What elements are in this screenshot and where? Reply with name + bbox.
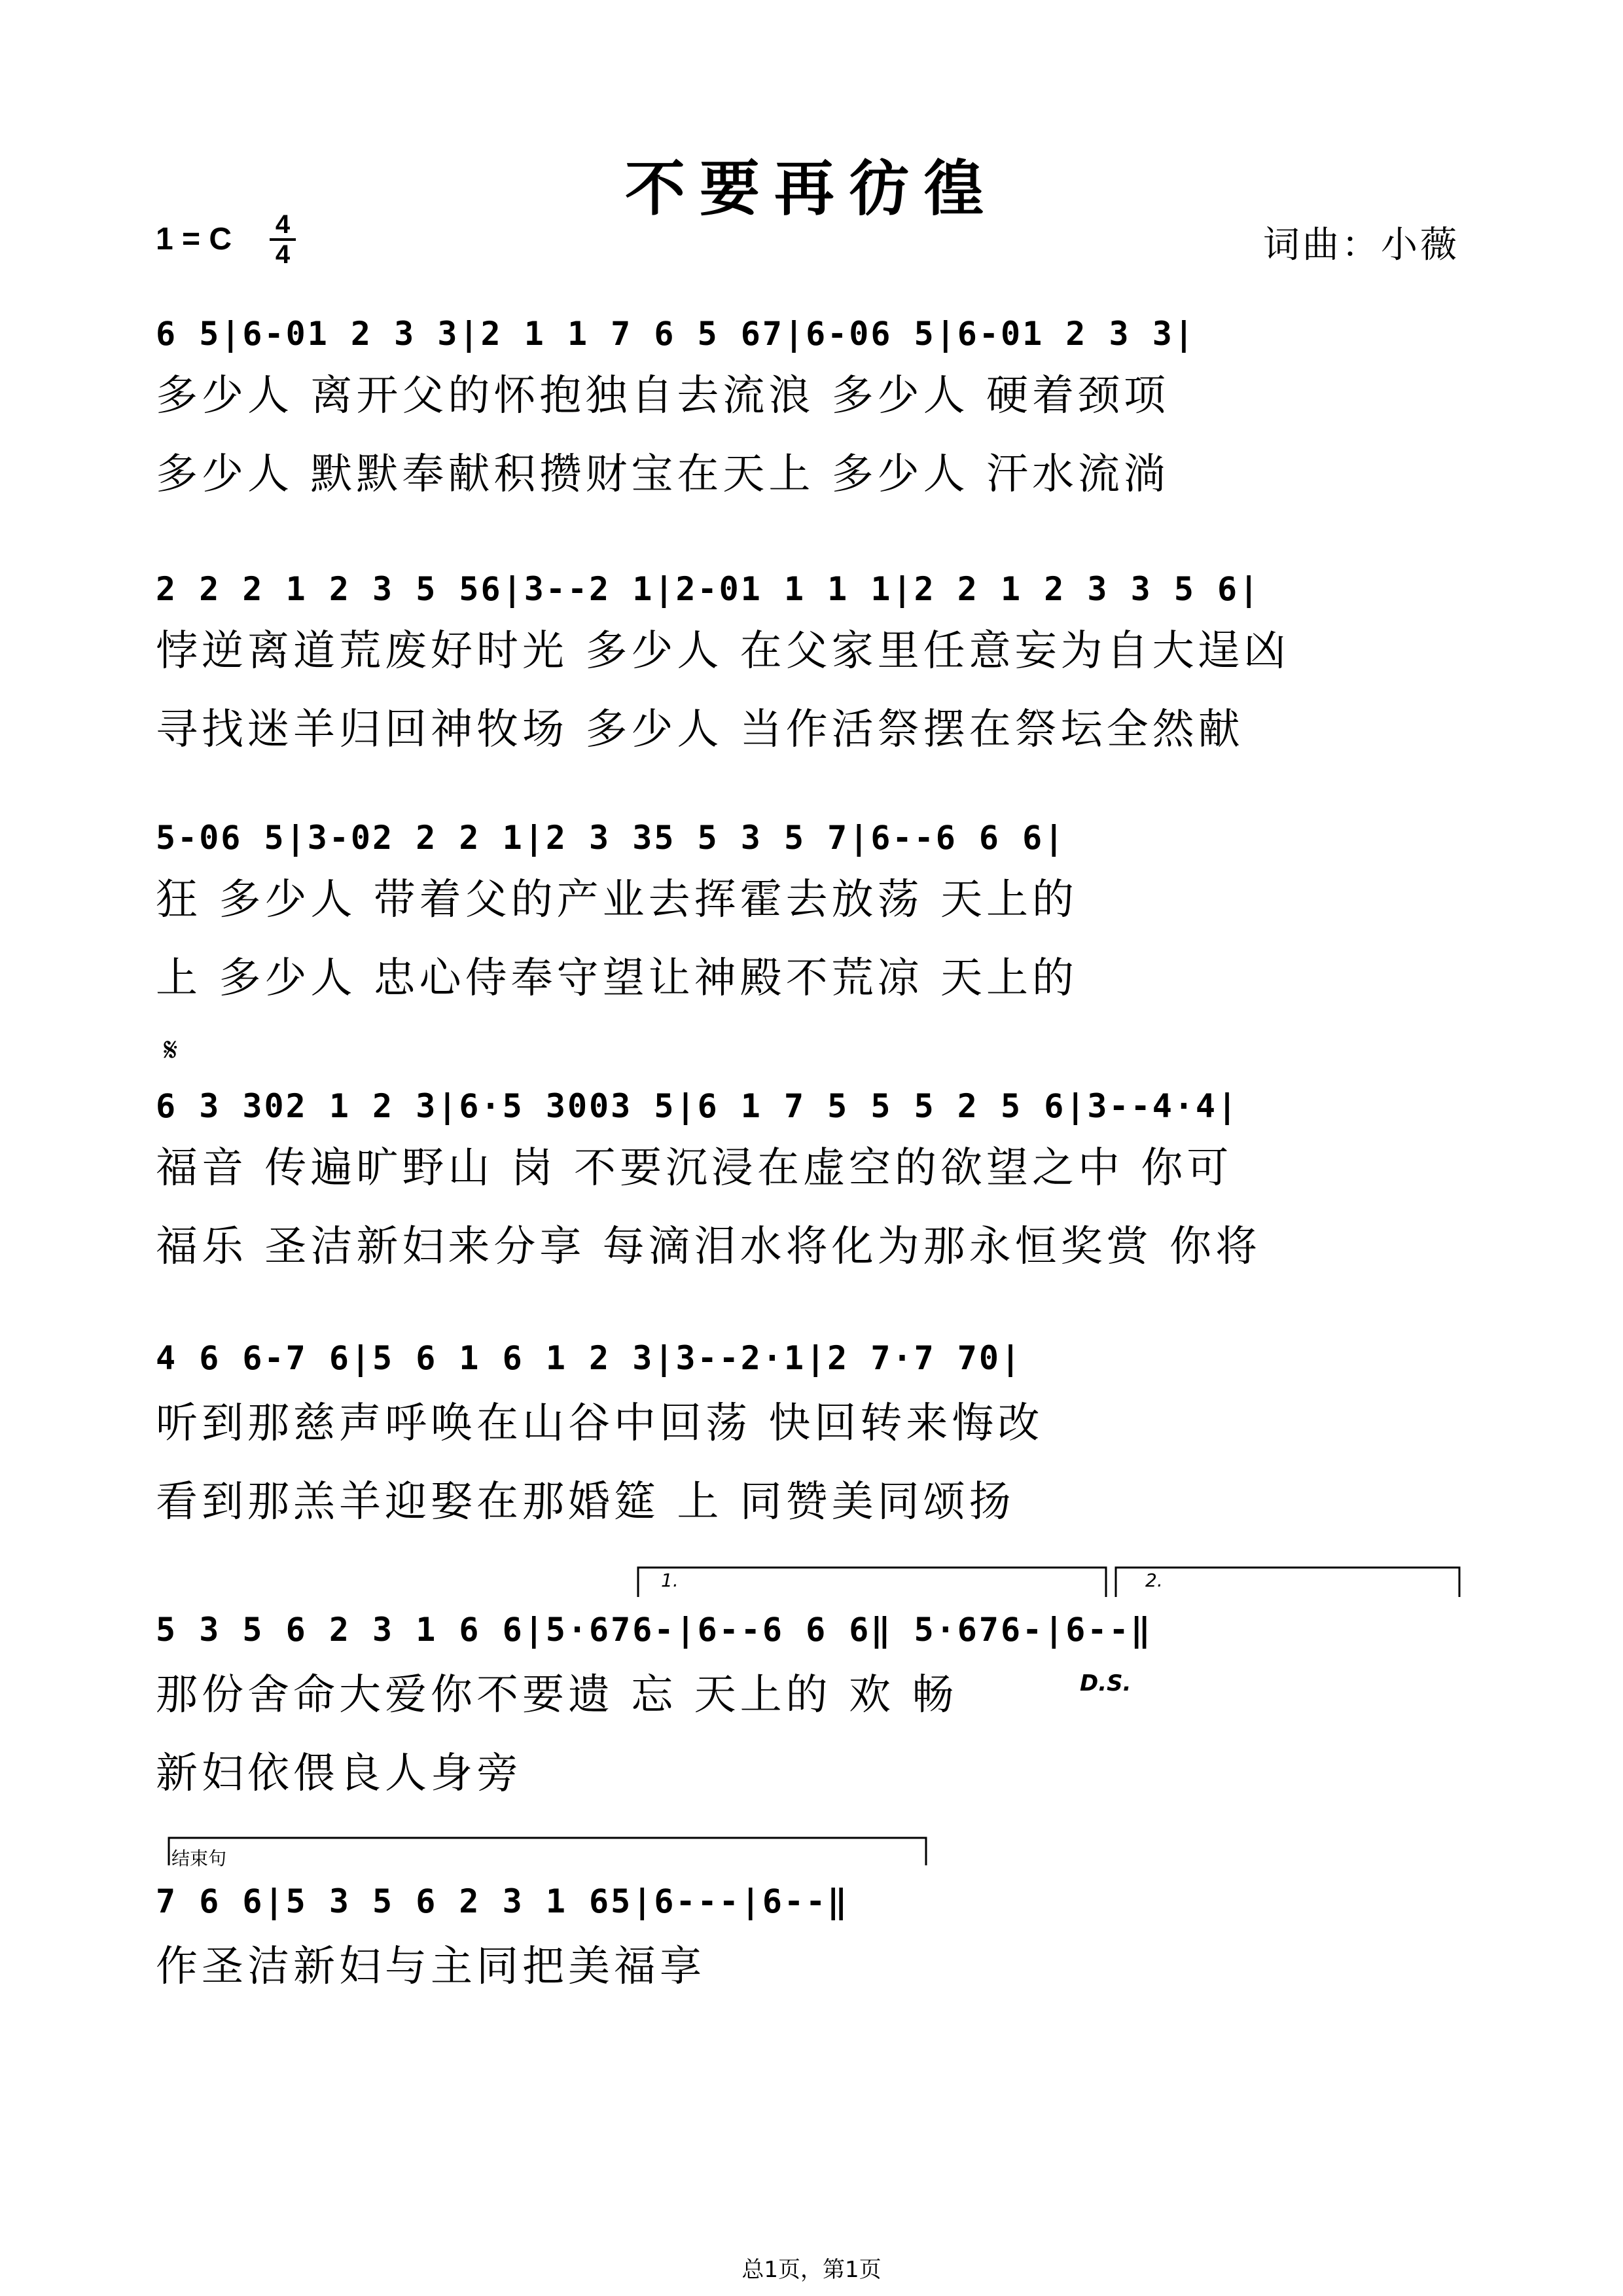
lyric-line-1-verse-1: 多少人 离开父的怀抱独自去流浪 多少人 硬着颈项 (156, 372, 1170, 420)
lyric-line-5-verse-1: 听到那慈声呼唤在山谷中回荡 快回转来悔改 (156, 1399, 1044, 1448)
lyric-line-5-verse-2: 看到那羔羊迎娶在那婚筵 上 同赞美同颂扬 (156, 1478, 1015, 1526)
song-title: 不要再彷徨 (624, 154, 998, 224)
second-ending-bracket (1116, 1568, 1459, 1597)
page-footer: 总1页，第1页 (741, 2257, 882, 2283)
segno-sign: 𝄋 (164, 1031, 178, 1069)
first-ending-label: 1. (661, 1570, 679, 1591)
notation-line-3: 5-06 5|3-02 2 2 1|2 3 35 5 3 5 7|6--6 6 6| (156, 819, 1066, 857)
notation-line-6: 5 3 5 6 2 3 1 6 6|5·676-|6--6 6 6‖ 5·676-|6--‖ (156, 1611, 1152, 1649)
coda-label: 结束句 (171, 1848, 227, 1869)
lyric-line-3-verse-1: 狂 多少人 带着父的产业去挥霍去放荡 天上的 (156, 876, 1079, 924)
meter-bottom: 4 (275, 240, 291, 269)
lyric-line-7-verse-1: 作圣洁新妇与主同把美福享 (156, 1943, 705, 1991)
key-signature: 1 = C (156, 222, 232, 257)
lyric-line-2-verse-2: 寻找迷羊归回神牧场 多少人 当作活祭摆在祭坛全然献 (156, 706, 1244, 754)
lyricist-composer-credit: 词曲：小薇 (1263, 224, 1459, 266)
coda-bracket (169, 1838, 926, 1865)
first-ending-bracket (638, 1568, 1106, 1597)
lyric-line-3-verse-2: 上 多少人 忠心侍奉守望让神殿不荒凉 天上的 (156, 954, 1079, 1003)
notation-line-2: 2 2 2 1 2 3 5 56|3--2 1|2-01 1 1 1|2 2 1 2 3 3 5 6| (156, 570, 1261, 608)
meter-top: 4 (275, 210, 291, 239)
notation-line-5: 4 6 6-7 6|5 6 1 6 1 2 3|3--2·1|2 7·7 70| (156, 1339, 1023, 1377)
dal-segno-mark: D.S. (1080, 1670, 1132, 1696)
notation-line-4: 6 3 302 1 2 3|6·5 3003 5|6 1 7 5 5 5 2 5 6|3--4·4| (156, 1087, 1240, 1125)
lyric-line-4-verse-1: 福音 传遍旷野山 岗 不要沉浸在虚空的欲望之中 你可 (156, 1144, 1233, 1193)
lyric-line-1-verse-2: 多少人 默默奉献积攒财宝在天上 多少人 汗水流淌 (156, 450, 1170, 499)
notation-line-1: 6 5|6-01 2 3 3|2 1 1 7 6 5 67|6-06 5|6-01 2 3 3| (156, 315, 1196, 353)
lyric-line-4-verse-2: 福乐 圣洁新妇来分享 每滴泪水将化为那永恒奖赏 你将 (156, 1223, 1262, 1271)
lyric-line-6-verse-2: 新妇依偎良人身旁 (156, 1749, 522, 1798)
notation-line-7: 7 6 6|5 3 5 6 2 3 1 65|6---|6--‖ (156, 1882, 849, 1920)
lyric-line-6-verse-1: 那份舍命大爱你不要遗 忘 天上的 欢 畅 (156, 1671, 958, 1719)
second-ending-label: 2. (1145, 1570, 1163, 1591)
lyric-line-2-verse-1: 悖逆离道荒废好时光 多少人 在父家里任意妄为自大逞凶 (156, 627, 1290, 675)
